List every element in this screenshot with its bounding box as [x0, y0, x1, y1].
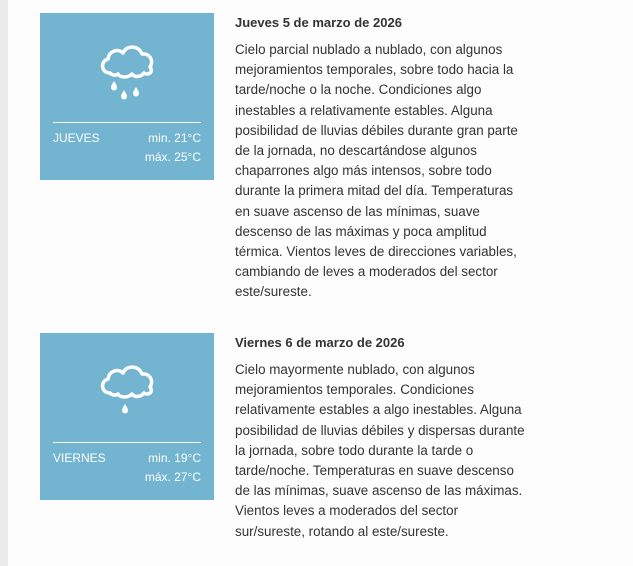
- forecast-date-title: Viernes 6 de marzo de 2026: [235, 335, 405, 350]
- forecast-description: Cielo parcial nublado a nublado, con algunos mejoramientos temporales, sobre todo hacia la tarde/noche o la noche. Condiciones algo inestables a relativamente estables. Alguna posibilidad de lluvias débiles durante gran parte de la jornada, no descartándose algunos chaparrones algo más intensos, sobre todo durante la primera mitad del día. Temperaturas en suave ascenso de las mínimas, suave descenso de las máximas y poca amplitud térmica. Vientos leves de direcciones variables, cambiando de leves a moderados del sector este/sureste.: [235, 42, 518, 300]
- forecast-description: Cielo mayormente nublado, con algunos mejoramientos temporales. Condiciones relativamente estables a algo inestables. Alguna posibilidad de lluvias débiles y dispersas durante la jornada, sobre todo durante la tarde o tarde/noche. Temperaturas en suave descenso de las mínimas, suave ascenso de las máximas. Vientos leves a moderados del sector sur/sureste, rotando al este/sureste.: [235, 362, 525, 539]
- day-label: VIERNES: [53, 451, 106, 465]
- forecast-text: [235, 13, 525, 303]
- max-temperature: máx. 25°C: [144, 150, 201, 164]
- card-divider: [53, 122, 201, 123]
- day-label: JUEVES: [53, 131, 100, 145]
- max-temperature: máx. 27°C: [144, 470, 201, 484]
- cloud-rain-one-drop-icon: [92, 359, 162, 429]
- min-temperature: min. 19°C: [148, 451, 201, 465]
- min-temperature: min. 21°C: [148, 131, 201, 145]
- left-page-margin: [0, 0, 8, 566]
- forecast-card: [40, 13, 214, 180]
- forecast-card: [40, 333, 214, 500]
- card-divider: [53, 442, 201, 443]
- cloud-rain-three-drops-icon: [92, 39, 162, 109]
- forecast-date-title: Jueves 5 de marzo de 2026: [235, 15, 402, 30]
- forecast-text: [235, 333, 525, 542]
